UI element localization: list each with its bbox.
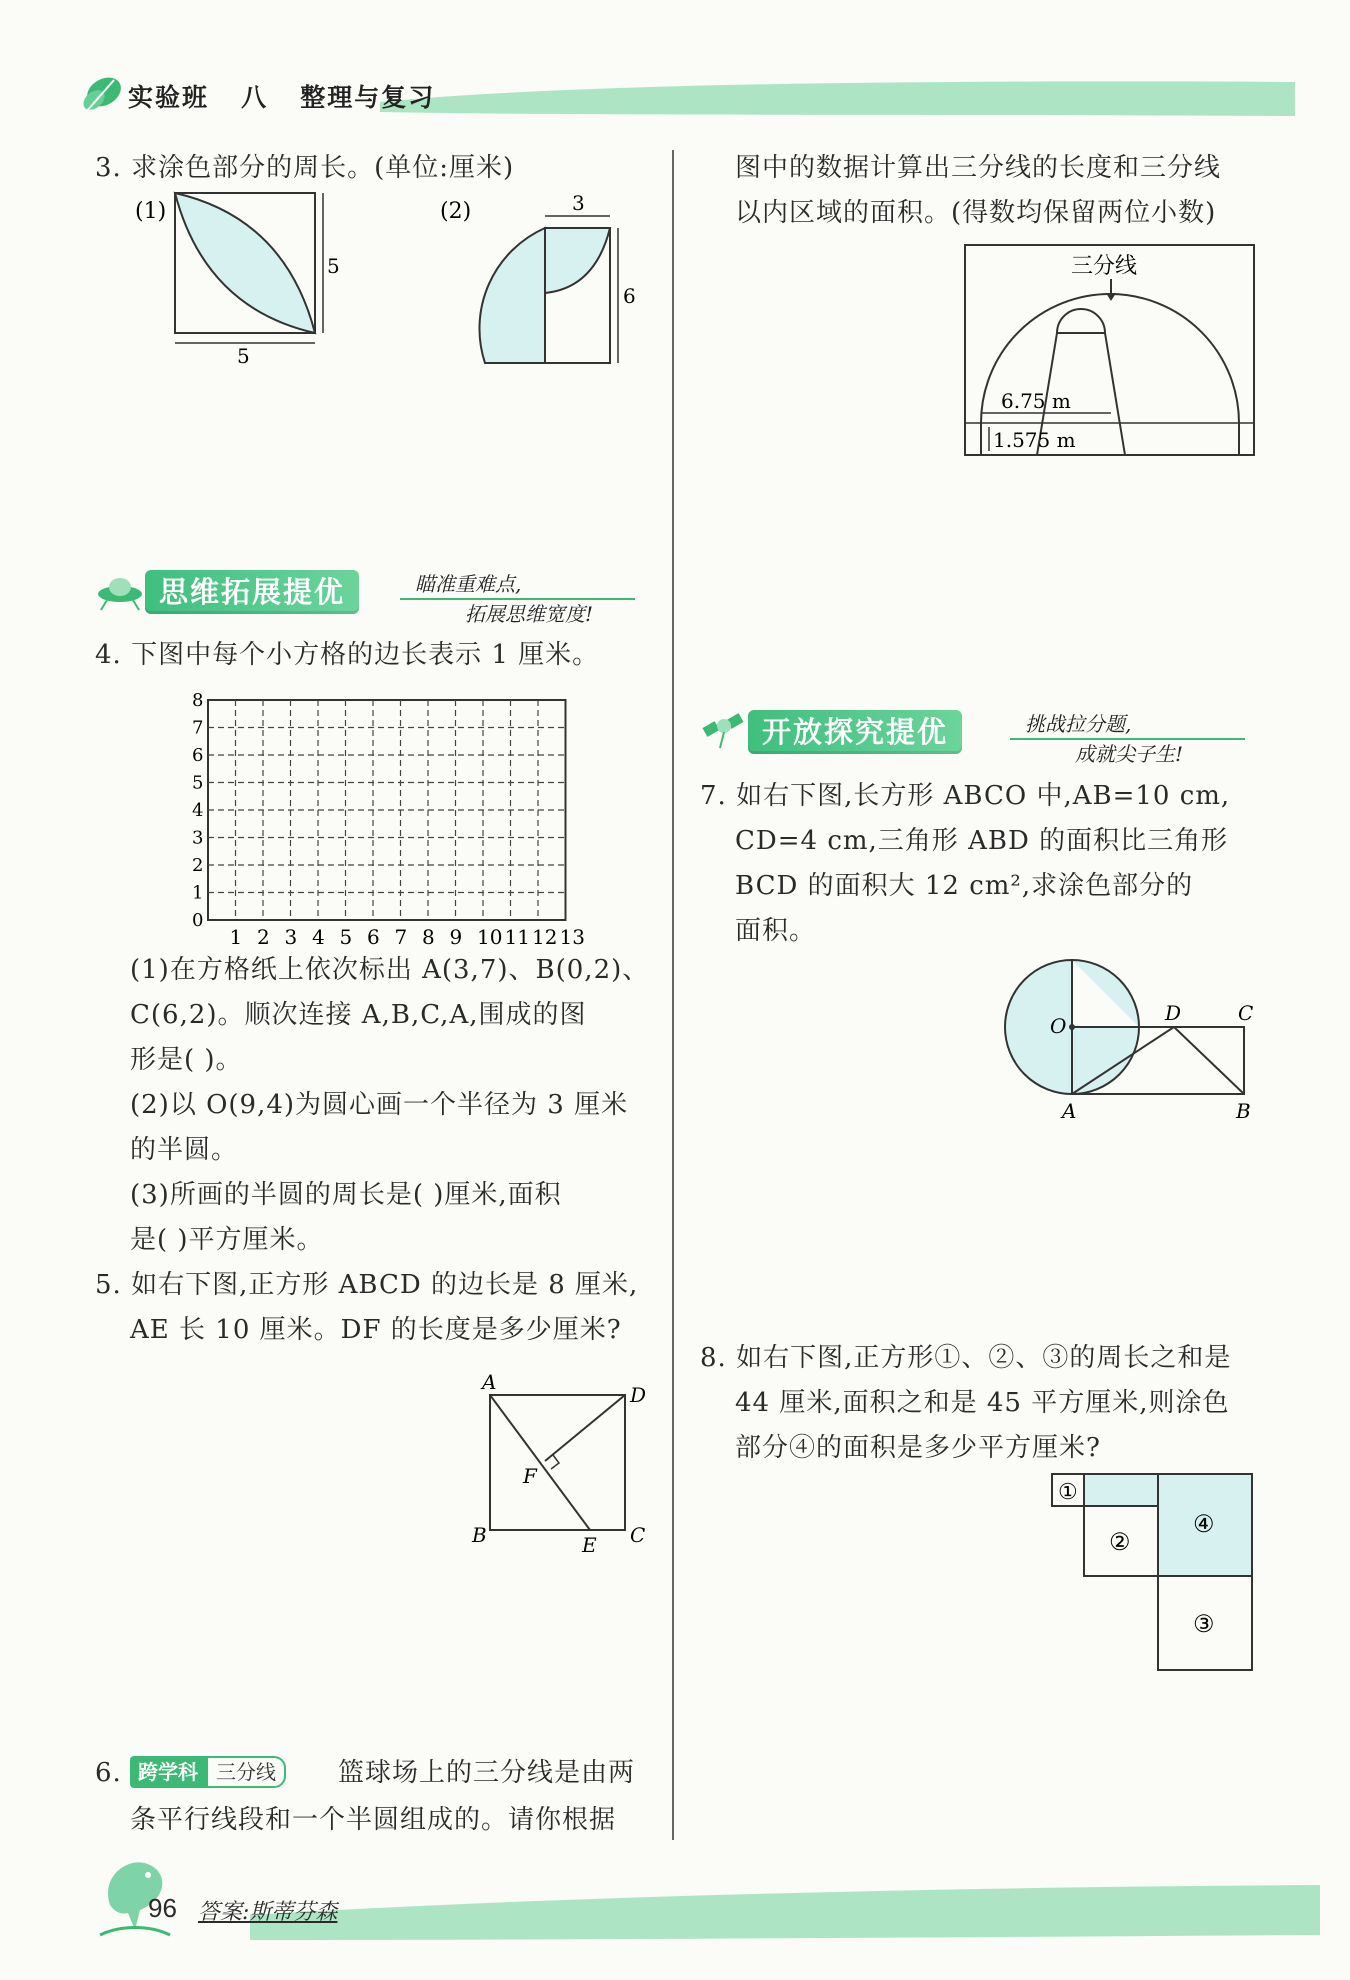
svg-text:C: C <box>1238 1001 1254 1025</box>
section1-slogan-1: 瞄准重难点, <box>415 572 522 596</box>
section-banner-2: 开放探究提优 <box>748 710 962 754</box>
grid-x-tick: 5 <box>339 925 353 945</box>
grid-x-tick: 2 <box>257 925 270 945</box>
q3-fig1-bottom: 5 <box>237 344 250 368</box>
grid-x-tick: 8 <box>422 925 435 945</box>
grid-x-tick: 3 <box>284 925 298 945</box>
section1-underline <box>400 598 635 600</box>
q6-court-figure <box>963 243 1258 458</box>
section2-slogan-1: 挑战拉分题, <box>1025 712 1132 736</box>
svg-text:E: E <box>582 1533 597 1555</box>
section2-underline <box>1010 738 1245 740</box>
grid-y-tick: 4 <box>192 800 204 821</box>
q6-three-point-label: 三分线 <box>1071 254 1138 279</box>
grid-x-tick: 6 <box>367 925 380 945</box>
q4-p1-line1: (1)在方格纸上依次标出 A(3,7)、B(0,2)、 <box>130 955 650 985</box>
q4-p1-line3: 形是( )。 <box>130 1045 243 1075</box>
q3-text: 3. 求涂色部分的周长。(单位:厘米) <box>95 153 515 183</box>
q3-fig2-top: 3 <box>572 191 585 215</box>
section1-slogan-2: 拓展思维宽度! <box>465 602 594 626</box>
svg-text:④: ④ <box>1193 1510 1215 1538</box>
svg-text:①: ① <box>1058 1480 1078 1505</box>
ufo-icon <box>95 572 145 612</box>
grid-y-tick: 2 <box>192 855 204 876</box>
q7-line1: 7. 如右下图,长方形 ABCO 中,AB=10 cm, <box>700 781 1231 811</box>
q5-figure <box>460 1365 660 1555</box>
q6-interdisciplinary-tag: 跨学科 三分线 <box>130 1756 286 1788</box>
svg-text:D: D <box>1165 1001 1182 1025</box>
svg-text:③: ③ <box>1193 1610 1215 1638</box>
q6-line4: 以内区域的面积。(得数均保留两位小数) <box>735 198 1217 228</box>
grid-x-tick: 4 <box>312 925 325 945</box>
grid-y-tick: 0 <box>192 910 204 931</box>
q8-line2: 44 厘米,面积之和是 45 平方厘米,则涂色 <box>735 1388 1230 1418</box>
q6-line2: 条平行线段和一个半圆组成的。请你根据 <box>130 1805 617 1835</box>
q3-fig2-side: 6 <box>623 284 636 308</box>
q4-text: 4. 下图中每个小方格的边长表示 1 厘米。 <box>95 640 600 670</box>
column-divider <box>672 150 674 1840</box>
leaf-icon <box>80 72 126 114</box>
q6-dim1: 6.75 m <box>1001 389 1071 413</box>
q8-line1: 8. 如右下图,正方形①、②、③的周长之和是 <box>700 1343 1232 1373</box>
svg-text:②: ② <box>1109 1528 1131 1556</box>
grid-x-tick: 9 <box>449 925 463 945</box>
grid-x-tick: 10 <box>477 925 503 945</box>
q5-line2: AE 长 10 厘米。DF 的长度是多少厘米? <box>130 1315 622 1345</box>
svg-text:B: B <box>1236 1099 1251 1123</box>
q4-p3-line2: 是( )平方厘米。 <box>130 1225 324 1255</box>
grid-x-tick: 11 <box>504 925 530 945</box>
grid-y-tick: 1 <box>192 882 204 904</box>
footer-answer: 答案:斯蒂芬森 <box>198 1900 338 1925</box>
q6-line1: 篮球场上的三分线是由两 <box>338 1758 636 1788</box>
q4-p2-line1: (2)以 O(9,4)为圆心画一个半径为 3 厘米 <box>130 1090 629 1120</box>
grid-y-tick: 7 <box>192 717 204 739</box>
grid-y-tick: 3 <box>192 827 204 849</box>
q3-figure-1 <box>125 188 345 368</box>
svg-text:F: F <box>523 1464 537 1488</box>
grid-x-tick: 7 <box>394 925 408 945</box>
q4-p3-line1: (3)所画的半圆的周长是( )厘米,面积 <box>130 1180 562 1210</box>
q5-line1: 5. 如右下图,正方形 ABCD 的边长是 8 厘米, <box>95 1270 639 1300</box>
grid-x-tick: 13 <box>559 925 585 945</box>
section2-slogan-2: 成就尖子生! <box>1075 742 1184 766</box>
q4-p2-line2: 的半圆。 <box>130 1135 239 1165</box>
svg-text:O: O <box>1050 1014 1067 1038</box>
q3-fig1-side: 5 <box>327 254 340 278</box>
grid-y-tick: 8 <box>192 690 204 711</box>
q6-line3: 图中的数据计算出三分线的长度和三分线 <box>735 153 1222 183</box>
svg-text:B: B <box>472 1523 487 1547</box>
q7-line4: 面积。 <box>735 916 817 946</box>
q7-line3: BCD 的面积大 12 cm²,求涂色部分的 <box>735 871 1194 901</box>
q7-line2: CD=4 cm,三角形 ABD 的面积比三角形 <box>735 826 1229 856</box>
q3-fig2-label: (2) <box>440 199 472 224</box>
grid-x-tick: 12 <box>532 925 558 945</box>
q8-line3: 部分④的面积是多少平方厘米? <box>735 1433 1101 1463</box>
q6-number: 6. <box>95 1758 122 1788</box>
q3-figure-2 <box>435 188 655 368</box>
svg-text:C: C <box>630 1523 646 1547</box>
page-number: 96 <box>148 1893 177 1923</box>
grid-y-tick: 6 <box>192 745 204 766</box>
svg-text:A: A <box>482 1370 497 1394</box>
svg-text:D: D <box>630 1383 647 1407</box>
q6-dim2: 1.575 m <box>993 428 1076 452</box>
grid-x-tick: 1 <box>229 925 243 945</box>
svg-text:A: A <box>1062 1099 1077 1123</box>
satellite-icon <box>700 710 748 752</box>
q3-fig1-label: (1) <box>135 199 167 224</box>
q8-figure <box>1050 1472 1260 1682</box>
q4-p1-line2: C(6,2)。顺次连接 A,B,C,A,围成的图 <box>130 1000 587 1030</box>
page-header-title: 实验班 八 整理与复习 <box>128 83 436 112</box>
grid-y-tick: 5 <box>192 772 204 794</box>
q7-figure <box>1000 950 1265 1125</box>
q4-grid-figure <box>180 685 600 945</box>
section-banner-1: 思维拓展提优 <box>145 570 359 614</box>
